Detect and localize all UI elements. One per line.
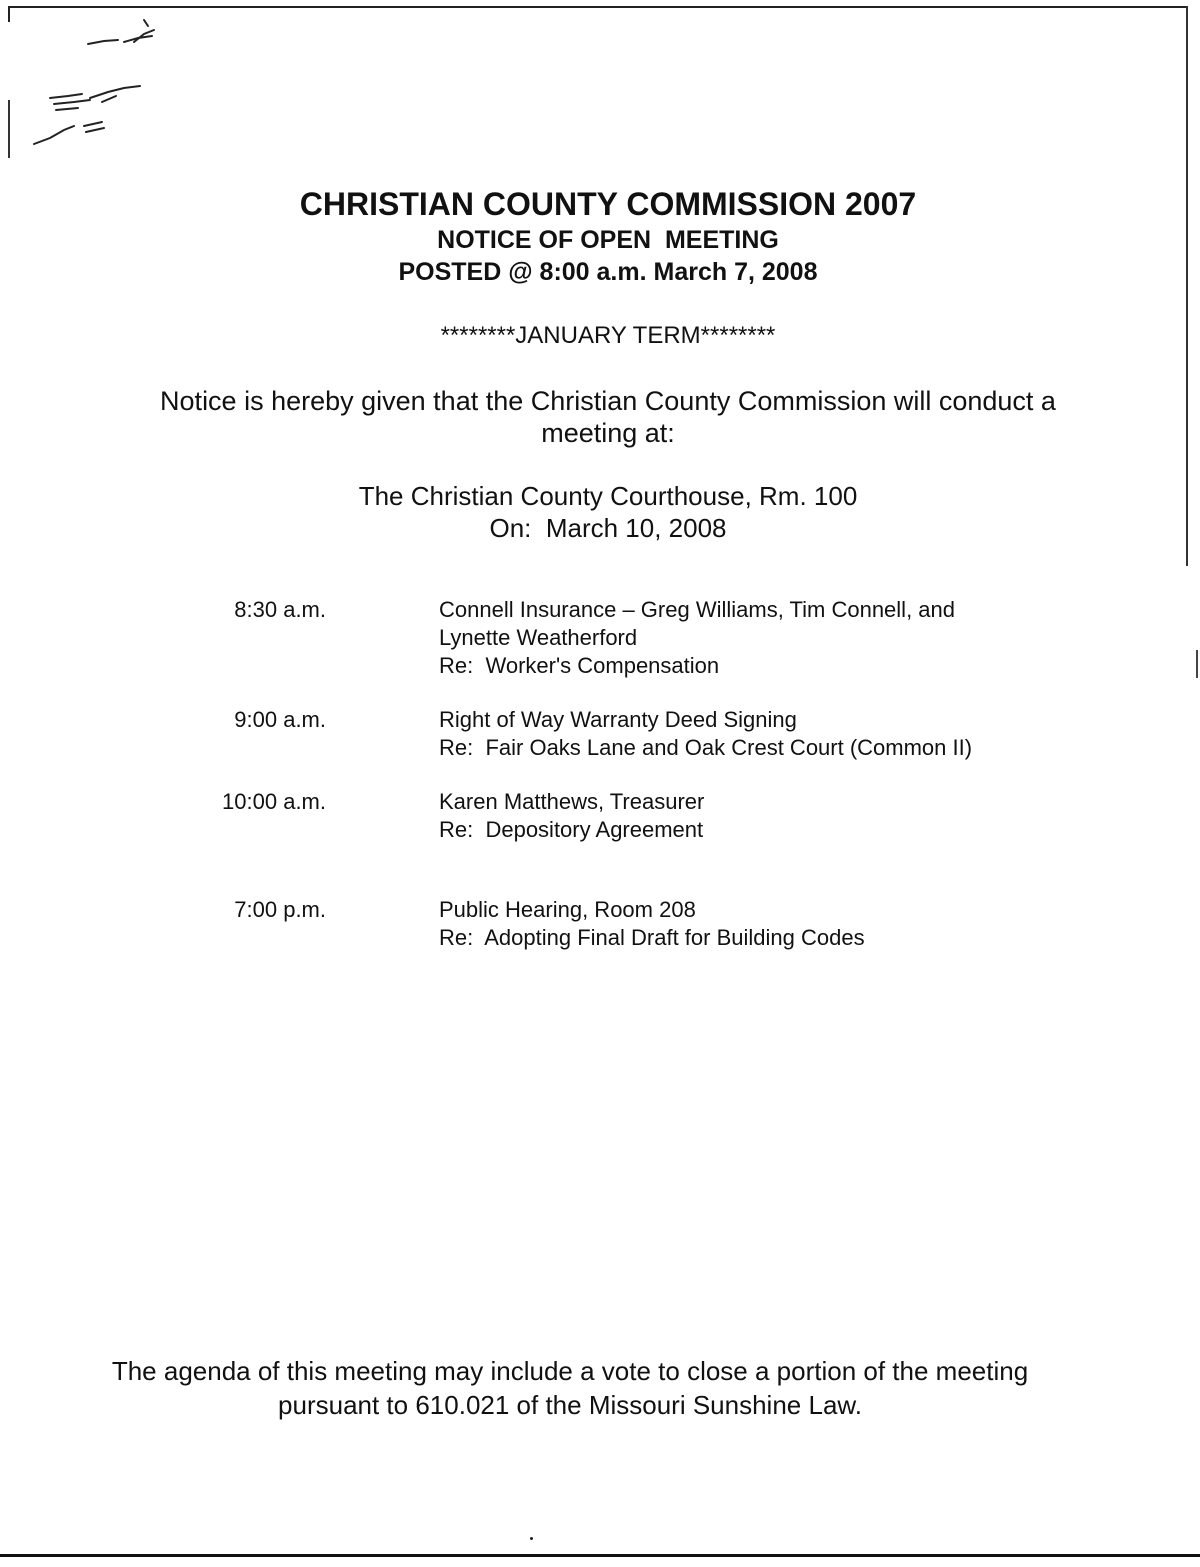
location-date: On: March 10, 2008 (489, 513, 727, 543)
agenda-description (439, 896, 1079, 952)
agenda-line: Public Hearing, Room 208 (439, 897, 696, 922)
document-title: CHRISTIAN COUNTY COMMISSION 2007 (299, 186, 917, 222)
notice-line: NOTICE OF OPEN MEETING (437, 226, 779, 254)
agenda-line: Re: Depository Agreement (439, 817, 704, 842)
meeting-location (0, 480, 1200, 544)
agenda-line: Re: Fair Oaks Lane and Oak Crest Court (Common II) (439, 735, 973, 760)
term-banner: ********JANUARY TERM******** (440, 322, 776, 349)
scan-speck (530, 1537, 533, 1540)
agenda-time: 7:00 p.m. (234, 897, 326, 922)
agenda-time: 8:30 a.m. (234, 597, 326, 622)
agenda-line: Right of Way Warranty Deed Signing (439, 707, 797, 732)
agenda-description (439, 706, 1079, 762)
notice-header (0, 184, 1200, 288)
scan-border-corner (8, 6, 10, 22)
scan-border-bottom (0, 1554, 1200, 1557)
agenda-line: Lynette Weatherford (439, 625, 638, 650)
agenda-description (439, 596, 1079, 680)
scan-mark-right (1196, 650, 1198, 678)
agenda-line: Connell Insurance – Greg Williams, Tim Connell, and (439, 597, 956, 622)
footer-line-2: pursuant to 610.021 of the Missouri Sunshine Law. (278, 1390, 862, 1420)
agenda-time: 10:00 a.m. (222, 789, 326, 814)
handwritten-scribbles (20, 12, 180, 162)
agenda-time: 9:00 a.m. (234, 707, 326, 732)
notice-line-2: meeting at: (541, 418, 675, 448)
scan-mark-left (8, 100, 10, 158)
location-place: The Christian County Courthouse, Rm. 100 (358, 481, 858, 511)
agenda-line: Karen Matthews, Treasurer (439, 789, 705, 814)
sunshine-law-note (60, 1354, 1080, 1422)
agenda-line: Re: Worker's Compensation (439, 653, 720, 678)
agenda-description (439, 788, 1079, 844)
footer-line-1: The agenda of this meeting may include a vote to close a portion of the meeting (111, 1356, 1029, 1386)
notice-line-1: Notice is hereby given that the Christian County Commission will conduct a (160, 386, 1056, 416)
agenda-line: Re: Adopting Final Draft for Building Codes (439, 925, 865, 950)
notice-paragraph (140, 385, 1076, 449)
posted-line: POSTED @ 8:00 a.m. March 7, 2008 (398, 258, 818, 286)
scan-border-top (8, 6, 1188, 8)
